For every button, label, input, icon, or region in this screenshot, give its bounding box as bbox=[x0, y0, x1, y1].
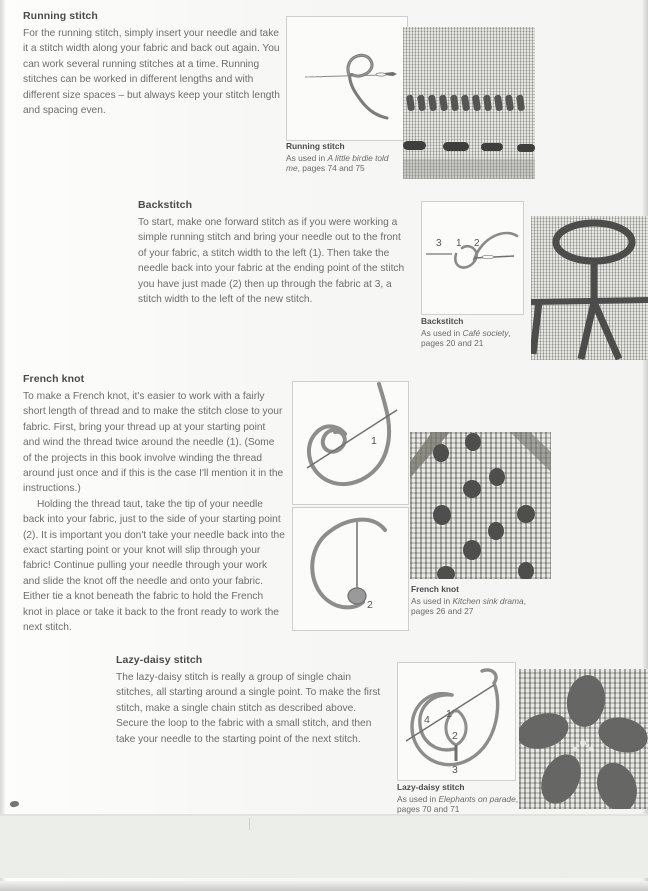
running-stitch-photo bbox=[403, 27, 535, 179]
lazy-daisy-label-4: 4 bbox=[424, 714, 430, 726]
lazy-daisy-heading: Lazy-daisy stitch bbox=[116, 654, 203, 666]
lazy-daisy-diagram bbox=[397, 662, 516, 781]
french-knot-heading: French knot bbox=[23, 373, 85, 385]
lazy-daisy-drawing bbox=[398, 663, 513, 778]
backstitch-diagram bbox=[421, 201, 524, 315]
lazy-daisy-label-2: 2 bbox=[452, 730, 458, 742]
french-knot-caption-text: As used in Kitchen sink drama, pages 26 and 27 bbox=[411, 595, 526, 617]
lazy-daisy-caption-title: Lazy-daisy stitch bbox=[397, 782, 465, 792]
lazy-daisy-photo bbox=[519, 669, 648, 809]
backstitch-photo bbox=[531, 216, 648, 360]
running-stitch-photo-stitches bbox=[403, 27, 535, 179]
french-knot-drawing-1 bbox=[293, 382, 406, 502]
backstitch-label-3: 3 bbox=[436, 238, 442, 249]
french-knot-caption bbox=[411, 584, 551, 617]
backstitch-paragraph: To start, make one forward stitch as if you were working a simple running stitch and bring your needle out to the front of your fabric, a stitch width to the left (1). Then take the needle back into your fabric at the ending point of the stitch you have just made (2) then up through the fabric at 3, a stitch width to the left of the new stitch. bbox=[138, 217, 405, 306]
page-fold-tick bbox=[249, 818, 250, 830]
backstitch-drawing bbox=[422, 202, 521, 312]
running-stitch-heading: Running stitch bbox=[23, 10, 98, 22]
lazy-daisy-caption bbox=[397, 782, 523, 815]
section-french-knot bbox=[23, 373, 285, 636]
french-knot-photo-knots bbox=[410, 432, 551, 579]
lazy-daisy-caption-text: As used in Elephants on parade, pages 70 and 71 bbox=[397, 793, 519, 815]
backstitch-caption bbox=[421, 316, 529, 349]
backstitch-heading: Backstitch bbox=[138, 199, 193, 211]
page-edge-left bbox=[0, 0, 5, 891]
running-stitch-paragraph: For the running stitch, simply insert your needle and take it a stitch width along your fabric and back out again. You can work several running stitches at a time. Running stitches can be worked in different lengths and with different size spaces – but always keep your stitch length and spacing even. bbox=[23, 28, 280, 117]
section-running-stitch bbox=[23, 10, 281, 118]
running-stitch-caption bbox=[286, 141, 398, 174]
french-knot-paragraph-1: To make a French knot, it's easier to work with a fairly short length of thread and to make the stitch close to your fabric. First, bring your thread up at your starting point and wind the thread twice around the needle (1). (Some of the projects in this book involve winding the thread around just once and if this is the case I'll mention it in the instructions.) bbox=[23, 391, 284, 495]
backstitch-photo-outline bbox=[531, 216, 648, 360]
scan-smudge-mark bbox=[9, 800, 19, 808]
lazy-daisy-paragraph: The lazy-daisy stitch is really a group of single chain stitches, all starting around a single point. To make the first stitch, make a single chain stitch as described above. Secure the loop to the fabric with a small stitch, and then take your needle to the starting point of the next stitch. bbox=[116, 672, 381, 745]
backstitch-caption-text: As used in Café society, pages 20 and 21 bbox=[421, 327, 511, 349]
french-knot-paragraph-2: Holding the thread taut, take the tip of your needle back into your fabric, just to the side of your starting point (2). It is important you don't take your needle back into the exact starting point or your knot will slip through your fabric! Continue pulling your needle through your work and slide the knot off the needle and onto your fabric. Either tie a knot beneath the fabric to hold the French knot in place or take it back to the front ready to work the next stitch. bbox=[23, 498, 285, 634]
page-edge-bottom bbox=[0, 881, 648, 891]
running-stitch-caption-text: As used in A little birdie told me, pages 74 and 75 bbox=[286, 152, 389, 174]
lazy-daisy-photo-flower bbox=[519, 669, 648, 809]
backstitch-label-1: 1 bbox=[456, 238, 462, 249]
french-knot-diagram-1 bbox=[292, 381, 409, 505]
french-knot-label-2: 2 bbox=[367, 599, 373, 611]
lazy-daisy-label-3: 3 bbox=[452, 764, 458, 776]
french-knot-diagram-2 bbox=[292, 507, 409, 631]
page-lower-area bbox=[0, 816, 648, 878]
section-lazy-daisy-stitch bbox=[116, 654, 388, 747]
french-knot-label-1: 1 bbox=[371, 435, 377, 447]
running-stitch-caption-title: Running stitch bbox=[286, 141, 345, 151]
french-knot-photo bbox=[410, 432, 551, 579]
running-stitch-drawing bbox=[287, 17, 405, 138]
section-backstitch bbox=[138, 199, 410, 307]
lazy-daisy-label-1: 1 bbox=[446, 708, 452, 720]
running-stitch-diagram bbox=[286, 16, 408, 141]
backstitch-caption-title: Backstitch bbox=[421, 316, 464, 326]
backstitch-label-2: 2 bbox=[474, 238, 480, 249]
french-knot-caption-title: French knot bbox=[411, 584, 459, 594]
french-knot-drawing-2 bbox=[293, 508, 406, 628]
